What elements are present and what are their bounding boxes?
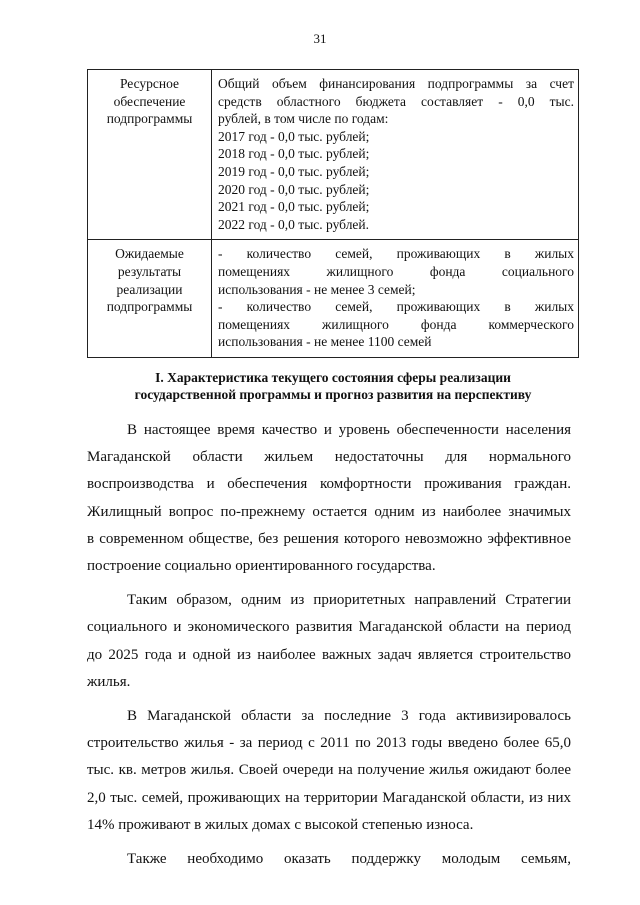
content-line: - количество семей, проживающих в жилых [218, 299, 574, 315]
content-line: помещениях жилищного фонда коммерческого [218, 316, 574, 332]
label-line: подпрограммы [106, 111, 193, 127]
page-number: 31 [313, 31, 327, 46]
section-heading-line: I. Характеристика текущего состояния сферы реализации [155, 370, 511, 385]
text-line: воспроизводства и обеспечения комфортности проживания граждан. [87, 476, 571, 493]
text-line: тыс. кв. метров жилья. Своей очереди на получение жилья ожидают более [87, 762, 571, 779]
content-line: 2022 год - 0,0 тыс. рублей. [218, 216, 370, 232]
content-line: помещениях жилищного фонда социального [218, 263, 574, 279]
paragraph [87, 703, 571, 839]
section-heading-line: государственной программы и прогноз развития на перспективу [134, 387, 532, 402]
row-content-resources [212, 70, 579, 240]
row-content-results [212, 240, 579, 358]
content-line: 2020 год - 0,0 тыс. рублей; [218, 181, 370, 197]
content-line: Общий объем финансирования подпрограммы за счет [218, 76, 574, 91]
text-line: Магаданской области жильем недостаточны для нормального [87, 449, 571, 466]
text-line: В настоящее время качество и уровень обеспеченности населения [127, 422, 571, 438]
text-line: до 2025 года и одной из наиболее важных задач является строительство [87, 646, 571, 663]
paragraph [87, 846, 571, 873]
paragraph [87, 587, 571, 696]
content-line: 2021 год - 0,0 тыс. рублей; [218, 199, 370, 215]
label-line: подпрограммы [106, 299, 193, 315]
row-label-resources [88, 70, 212, 240]
program-passport-table [87, 69, 579, 358]
label-line: реализации [116, 281, 183, 297]
text-line: в современном обществе, без решения которого невозможно эффективное [87, 530, 571, 547]
text-line: социального и экономического развития Магаданской области на период [87, 619, 571, 636]
row-label-results [88, 240, 212, 358]
text-line: жилья. [87, 673, 131, 690]
paragraph [87, 417, 571, 580]
text-line: В Магаданской области за последние 3 года активизировалось [127, 708, 571, 725]
section-heading [87, 369, 579, 403]
label-line: Ресурсное [119, 76, 180, 91]
content-line: - количество семей, проживающих в жилых [218, 246, 574, 262]
text-line: Также необходимо оказать поддержку молодым семьям, [127, 851, 571, 868]
label-line: Ожидаемые [115, 246, 184, 262]
content-line: 2019 год - 0,0 тыс. рублей; [218, 163, 370, 179]
content-line: использования - не менее 3 семей; [218, 281, 416, 297]
text-line: 14% проживают в жилых домах с высокой степенью износа. [87, 816, 474, 833]
label-line: результаты [117, 263, 182, 279]
text-line: построение социально ориентированного государства. [87, 558, 436, 575]
label-line: обеспечение [113, 93, 186, 109]
text-line: строительство жилья - за период с 2011 по 2013 годы введено более 65,0 [87, 735, 571, 752]
text-line: Таким образом, одним из приоритетных направлений Стратегии [127, 592, 571, 609]
text-line: 2,0 тыс. семей, проживающих на территории Магаданской области, из них [87, 789, 571, 806]
content-line: 2018 год - 0,0 тыс. рублей; [218, 146, 370, 162]
content-line: 2017 год - 0,0 тыс. рублей; [218, 128, 370, 144]
content-line: средств областного бюджета составляет - 0,0 тыс. [218, 93, 574, 109]
body-text [87, 417, 571, 873]
content-line: использования - не менее 1100 семей [218, 334, 432, 350]
content-line: рублей, в том числе по годам: [218, 111, 389, 127]
text-line: Жилищный вопрос по-прежнему остается одним из наиболее значимых [87, 503, 571, 520]
table-row [88, 70, 579, 240]
table-row [88, 240, 579, 358]
